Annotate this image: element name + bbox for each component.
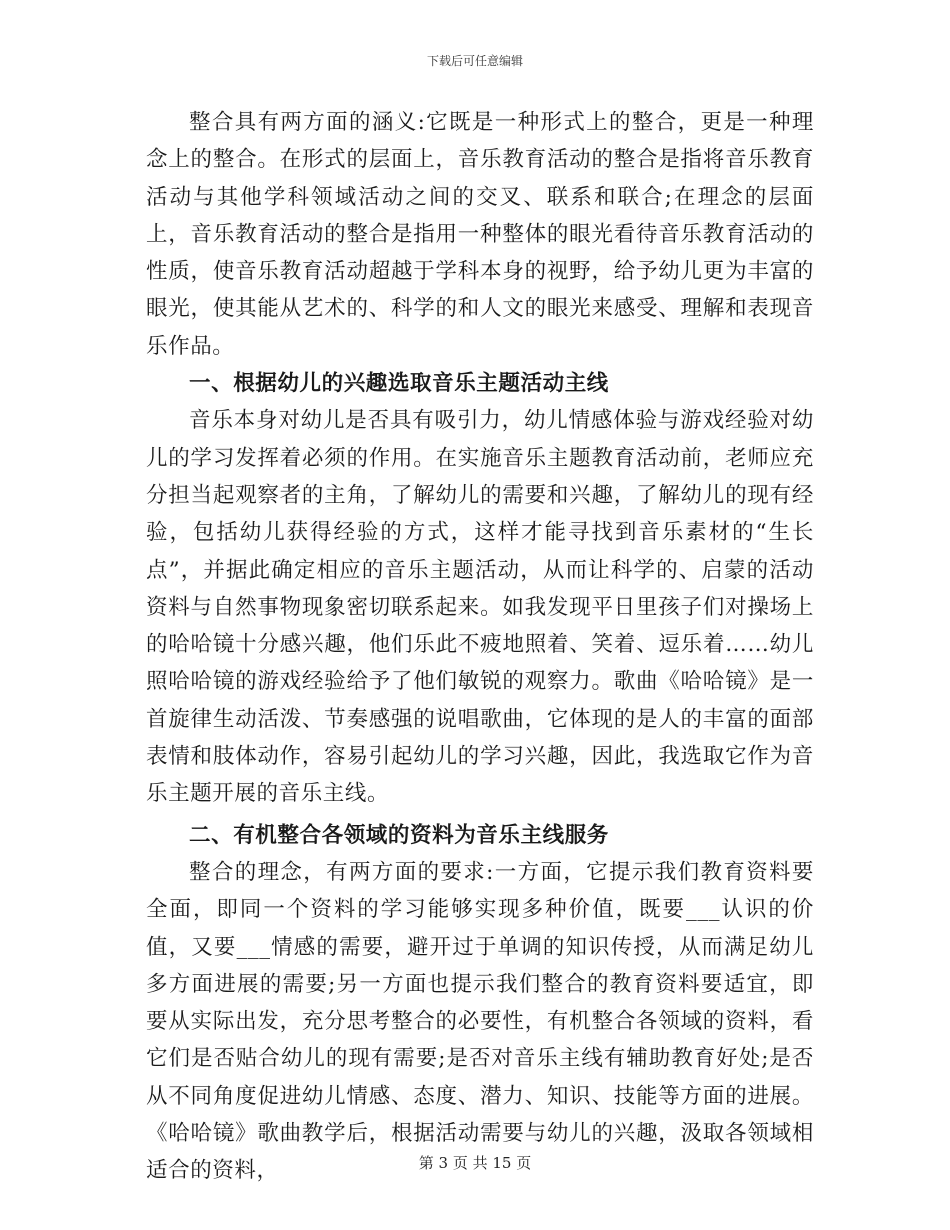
paragraph-section-2: 整合的理念，有两方面的要求:一方面，它提示我们教育资料要全面，即同一个资料的学习能够实现多种价值，既要___认识的价值，又要___情感的需要，避开过于单调的知识传授，从而满足幼儿多方面进展的需要;另一方面也提示我们整合的教育资料要适宜，即要从实际出发，充分思考整合的必要性，有机整合各领域的资料，看它们是否贴合幼儿的现有需要;是否对音乐主线有辅助教育好处;是否从不同角度促进幼儿情感、态度、潜力、知识、技能等方面的进展。《哈哈镜》歌曲教学后，根据活动需要与幼儿的兴趣，汲取各领域相适合的资料， — [146, 859, 814, 1184]
section-heading-1: 一、根据幼儿的兴趣选取音乐主题活动主线 — [189, 371, 609, 397]
paragraph-intro: 整合具有两方面的涵义:它既是一种形式上的整合，更是一种理念上的整合。在形式的层面上，音乐教育活动的整合是指将音乐教育活动与其他学科领域活动之间的交叉、联系和联合;在理念的层面上，音乐教育活动的整合是指用一种整体的眼光看待音乐教育活动的性质，使音乐教育活动超越于学科本身的视野，给予幼儿更为丰富的眼光，使其能从艺术的、科学的和人文的眼光来感受、理解和表现音乐作品。 — [146, 110, 814, 359]
page-header: 下载后可任意编辑 — [426, 54, 523, 68]
section-heading-2: 二、有机整合各领域的资料为音乐主线服务 — [189, 822, 609, 848]
document-body — [146, 104, 814, 1190]
paragraph-section-1: 音乐本身对幼儿是否具有吸引力，幼儿情感体验与游戏经验对幼儿的学习发挥着必须的作用。在实施音乐主题教育活动前，老师应充分担当起观察者的主角，了解幼儿的需要和兴趣，了解幼儿的现有经验，包括幼儿获得经验的方式，这样才能寻找到音乐素材的“生长点”，并据此确定相应的音乐主题活动，从而让科学的、启蒙的活动资料与自然事物现象密切联系起来。如我发现平日里孩子们对操场上的哈哈镜十分感兴趣，他们乐此不疲地照着、笑着、逗乐着……幼儿照哈哈镜的游戏经验给予了他们敏锐的观察力。歌曲《哈哈镜》是一首旋律生动活泼、节奏感强的说唱歌曲，它体现的是人的丰富的面部表情和肢体动作，容易引起幼儿的学习兴趣，因此，我选取它作为音乐主题开展的音乐主线。 — [146, 408, 814, 807]
page-number: 第 3 页 共 15 页 — [418, 1154, 532, 1172]
